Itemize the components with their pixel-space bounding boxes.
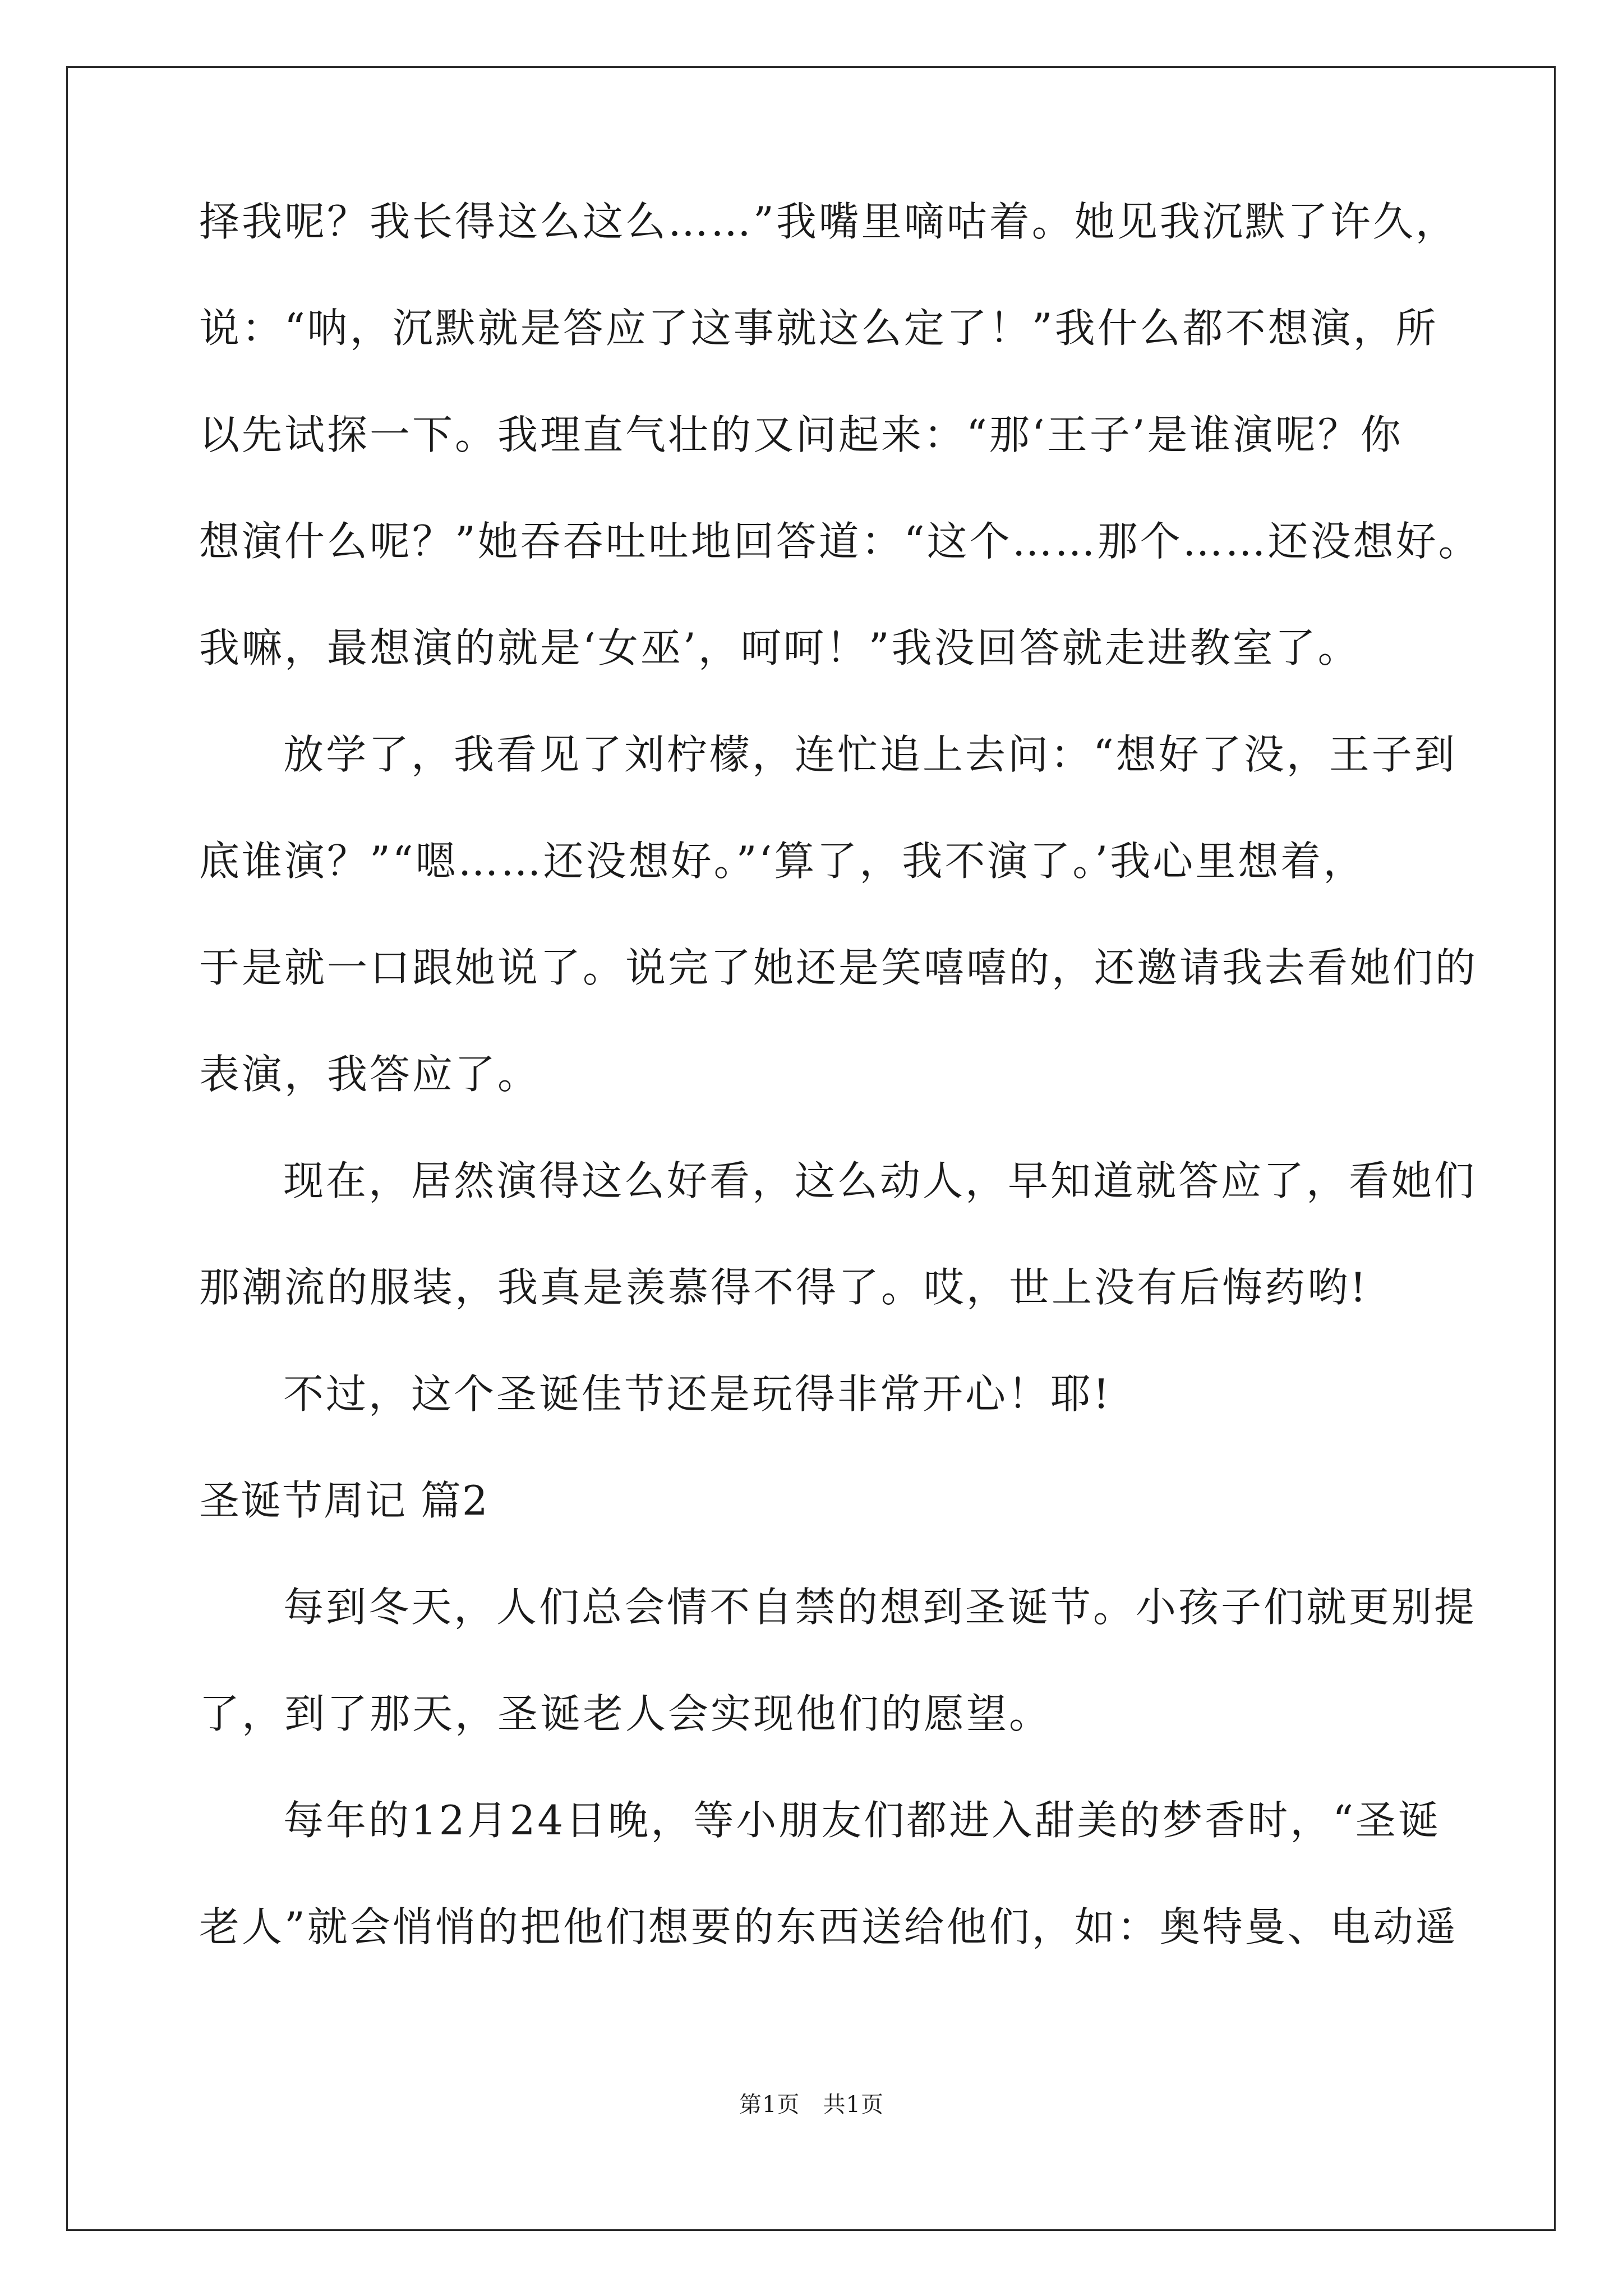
paragraph-first-line: 每到冬天，人们总会情不自禁的想到圣诞节。小孩子们就更别提 <box>283 1584 1477 1631</box>
body-line: 了，到了那天，圣诞老人会实现他们的愿望。 <box>199 1690 1052 1737</box>
body-line: 择我呢？我长得这么这么……”我嘴里嘀咕着。她见我沉默了许久， <box>199 198 1458 245</box>
body-line: 表演，我答应了。 <box>199 1051 541 1098</box>
body-line: 想演什么呢？”她吞吞吐吐地回答道：“这个……那个……还没想好。 <box>199 518 1481 565</box>
paragraph-first-line: 每年的12月24日晚，等小朋友们都进入甜美的梦香时，“圣诞 <box>283 1797 1441 1844</box>
body-line: 底谁演？”“嗯……还没想好。”‘算了，我不演了。’我心里想着， <box>199 838 1366 885</box>
body-line: 老人”就会悄悄的把他们想要的东西送给他们，如：奥特曼、电动遥 <box>199 1903 1458 1950</box>
body-line: 说：“呐，沉默就是答应了这事就这么定了！”我什么都不想演，所 <box>199 305 1438 352</box>
body-line: 那潮流的服装，我真是羡慕得不得了。哎，世上没有后悔药哟! <box>199 1264 1368 1311</box>
body-line: 于是就一口跟她说了。说完了她还是笑嘻嘻的，还邀请我去看她们的 <box>199 944 1478 991</box>
body-line: 我嘛，最想演的就是‘女巫’，呵呵！”我没回答就走进教室了。 <box>199 624 1361 671</box>
body-line: 以先试探一下。我理直气壮的又问起来：“那‘王子’是谁演呢？你 <box>199 411 1403 458</box>
paragraph-first-line: 现在，居然演得这么好看，这么动人，早知道就答应了，看她们 <box>283 1157 1477 1204</box>
document-body <box>199 185 1481 1997</box>
section-heading: 圣诞节周记 篇2 <box>199 1477 489 1524</box>
paragraph-first-line: 放学了，我看见了刘柠檬，连忙追上去问：“想好了没，王子到 <box>283 731 1457 778</box>
page-footer: 第1页 共1页 <box>739 2092 884 2118</box>
paragraph-first-line: 不过，这个圣诞佳节还是玩得非常开心！耶! <box>283 1370 1112 1418</box>
